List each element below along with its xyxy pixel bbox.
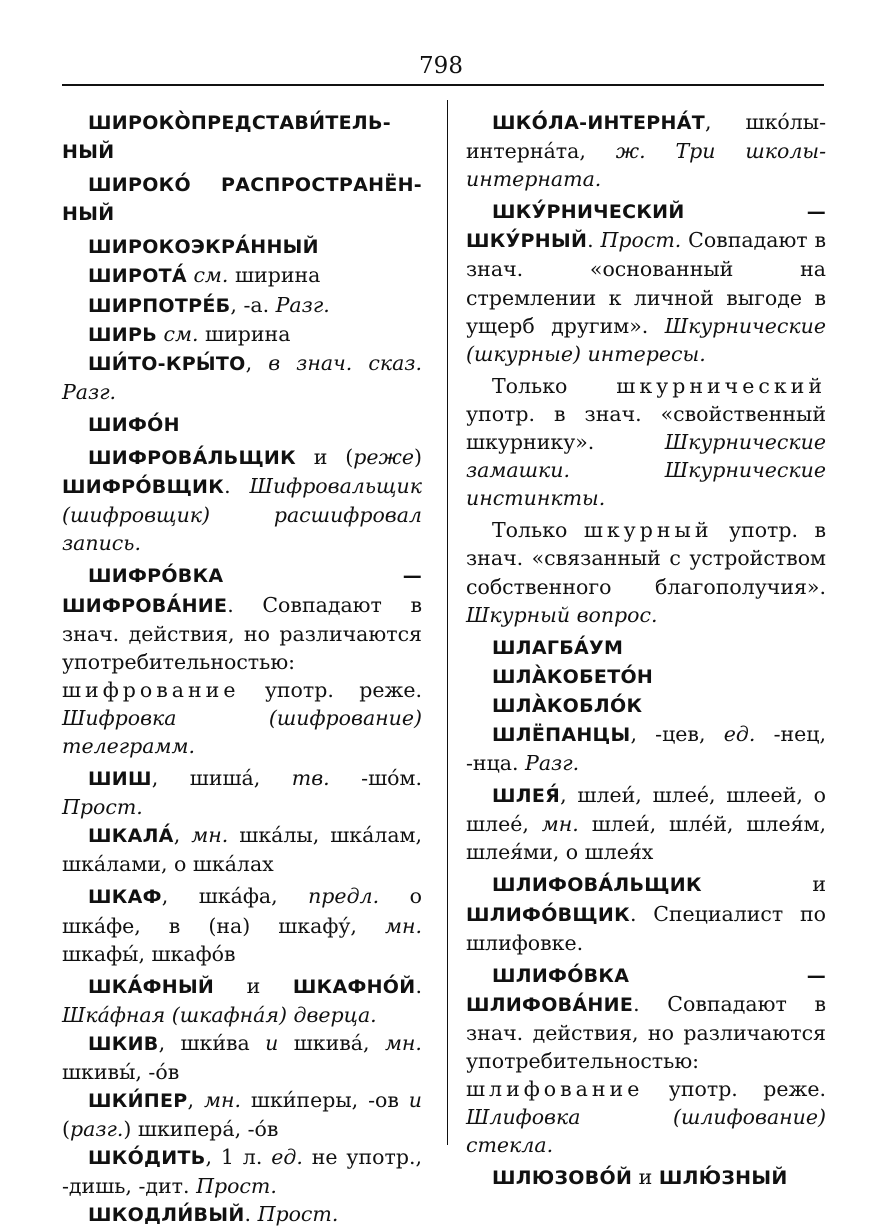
headword: ШЛАГБА́УМ xyxy=(492,636,624,659)
headword: ШЛЮЗОВО́Й xyxy=(492,1167,633,1190)
grammar-note: Прост. xyxy=(196,1174,277,1199)
entry-text: Только xyxy=(492,518,568,543)
dictionary-entry xyxy=(466,1163,826,1192)
entry-text: и xyxy=(638,1165,653,1190)
usage-example: Шифровальщик (шифровщик) расшифровал запись. xyxy=(62,474,422,556)
dictionary-entry xyxy=(62,410,422,439)
entry-text: употр. реже. xyxy=(264,677,422,702)
dictionary-entry xyxy=(62,443,422,557)
dictionary-entry xyxy=(62,349,422,406)
dictionary-entry xyxy=(62,972,422,1029)
entry-text: о шка́фе, в (на) шкафу́, xyxy=(62,884,422,938)
entry-text: , xyxy=(245,350,253,375)
headword: ШИФРО́ВЩИК xyxy=(62,476,225,499)
dictionary-entry xyxy=(62,764,422,821)
entry-text: , шки́ва xyxy=(158,1030,250,1055)
grammar-note: Разг. xyxy=(275,292,330,317)
entry-text: -шо́м. xyxy=(361,766,422,791)
entry-text: . Совпадают в знач. действия, но различаются употребительностью: xyxy=(466,991,826,1073)
headword: ШИРЬ xyxy=(88,323,157,346)
grammar-note: мн. xyxy=(541,812,579,837)
entry-text: , xyxy=(187,1088,195,1113)
entry-text: ) шкипера́, -о́в xyxy=(123,1117,279,1142)
grammar-note: тв. xyxy=(291,766,330,791)
headword: ШИФРОВА́ЛЬЩИК xyxy=(88,447,296,470)
headword: ШКОДЛИ́ВЫЙ xyxy=(88,1204,245,1227)
entry-text: . xyxy=(244,1202,252,1227)
dictionary-entry xyxy=(466,870,826,956)
headword: ШЛЕЯ́ xyxy=(492,785,561,808)
entry-text: -нец, -нца. xyxy=(466,721,826,776)
entry-text: употр. реже. xyxy=(668,1077,826,1102)
dictionary-entry xyxy=(466,372,826,512)
grammar-note: мн. xyxy=(384,1030,422,1055)
entry-text: ширина xyxy=(205,321,291,346)
dictionary-entry xyxy=(466,516,826,628)
entry-text: и ( xyxy=(313,445,354,470)
grammar-note: ед. xyxy=(723,721,756,746)
left-column xyxy=(62,108,422,1230)
entry-text: шка́лы, шка́лам, шка́лами, о шка́лах xyxy=(62,823,422,877)
dictionary-entry xyxy=(466,662,826,691)
entry-text: , шлеи́, шлее́, шлеей, о шлее́, xyxy=(466,783,826,837)
entry-text: , шко́лы-интерна́та, xyxy=(466,110,826,164)
grammar-note: Разг. xyxy=(525,751,580,776)
dictionary-entry xyxy=(62,232,422,261)
headword: ШИРОКО́ РАСПРОСТРАНЁН-НЫЙ xyxy=(62,174,422,226)
dictionary-entry xyxy=(62,821,422,878)
headword: ШЛИФОВА́ЛЬЩИК xyxy=(492,874,702,897)
headword: ШИФО́Н xyxy=(88,413,180,436)
dictionary-entry xyxy=(62,320,422,349)
dictionary-entry xyxy=(466,108,826,193)
dictionary-entry xyxy=(466,633,826,662)
grammar-note: мн. xyxy=(203,1088,241,1113)
grammar-note: и xyxy=(265,1030,279,1055)
spaced-term: шкурнический xyxy=(616,373,826,398)
entry-text: . xyxy=(415,973,422,998)
entry-text: Только xyxy=(492,373,568,398)
headword: ШКАФНО́Й xyxy=(292,975,416,998)
dictionary-entry xyxy=(62,291,422,320)
entry-text: , 1 л. xyxy=(205,1145,263,1170)
entry-text: шлеи́, шле́й, шлея́м, шлея́ми, о шлея́х xyxy=(466,812,826,865)
headword: ШКА́ФНЫЙ xyxy=(88,975,215,998)
grammar-note: Прост. xyxy=(600,228,682,253)
entry-text: , шка́фа, xyxy=(161,884,278,909)
entry-text: , шиша́, xyxy=(151,766,261,791)
column-divider xyxy=(447,100,448,1145)
headword: ШЛА̀КОБЕТО́Н xyxy=(492,665,654,688)
headword: ШКО́ДИТЬ xyxy=(88,1147,206,1170)
headword: ШИШ xyxy=(88,768,152,791)
entry-text: употр. в знач. «связанный с устройством собственного благополучия». xyxy=(466,518,826,599)
usage-example: Шифровка (шифрование) телеграмм. xyxy=(62,705,422,758)
usage-example: Шкурнические замашки. Шкурнические инстинкты. xyxy=(466,430,826,511)
entry-text: шки́перы, -ов xyxy=(250,1088,399,1113)
grammar-note: см. xyxy=(193,263,229,288)
entry-text: ) xyxy=(413,445,422,470)
entry-text: , -а. xyxy=(230,292,270,317)
grammar-note: в знач. сказ. Разг. xyxy=(62,350,422,404)
entry-text: и xyxy=(246,973,261,998)
dictionary-entry xyxy=(466,691,826,720)
entry-text: . xyxy=(587,228,594,253)
headword: ШКАЛА́ xyxy=(88,825,174,848)
headword: ШЛИФО́ВЩИК xyxy=(466,903,630,926)
usage-example: Шкурный вопрос. xyxy=(466,602,658,627)
headword: ШКАФ xyxy=(88,886,162,909)
usage-example: Шкурнические (шкурные) интересы. xyxy=(466,313,826,366)
headword: ШЛИФО́ВКА — ШЛИФОВА́НИЕ xyxy=(466,964,826,1016)
entry-text: употр. в знач. «свойственный шкурнику». xyxy=(466,401,826,455)
headword: ШКИВ xyxy=(88,1032,159,1055)
entry-text: , xyxy=(173,823,181,848)
dictionary-entry xyxy=(62,1086,422,1143)
entry-text: шкивы́, -о́в xyxy=(62,1060,180,1084)
grammar-note: ед. xyxy=(271,1145,303,1170)
dictionary-entry xyxy=(466,197,826,368)
headword: ШИРОКО̀ПРЕДСТАВИ́ТЕЛЬ-НЫЙ xyxy=(62,112,391,164)
entry-text: Совпадают в знач. «основанный на стремлении к личной выгоде в ущерб другим». xyxy=(466,228,826,338)
dictionary-entry xyxy=(62,170,422,228)
entry-text: и xyxy=(812,872,826,897)
grammar-note: разг. xyxy=(70,1117,124,1142)
header-rule xyxy=(62,84,824,86)
usage-example: ж. Три школы-интерната. xyxy=(466,139,826,192)
page-number: 798 xyxy=(419,53,463,79)
headword: ШЛЁПАНЦЫ xyxy=(492,723,631,746)
spaced-term: шлифование xyxy=(466,1077,644,1102)
dictionary-entry xyxy=(466,720,826,777)
headword: ШИРОКОЭКРА́ННЫЙ xyxy=(88,236,319,259)
headword: ШКУ́РНИЧЕСКИЙ — ШКУ́РНЫЙ xyxy=(466,201,826,253)
entry-text: . xyxy=(224,474,231,499)
grammar-note: предл. xyxy=(308,884,380,909)
dictionary-entry xyxy=(62,261,422,290)
spaced-term: шкурный xyxy=(583,518,713,543)
entry-text: не употр., -дишь, -дит. xyxy=(62,1145,422,1199)
entry-text: ( xyxy=(62,1117,70,1142)
entry-text: ширина xyxy=(234,263,321,288)
dictionary-entry xyxy=(62,882,422,967)
headword: ШЛА̀КОБЛО́К xyxy=(492,694,643,717)
headword: ШИРПОТРЕ́Б xyxy=(88,294,231,317)
usage-example: Шлифовка (шлифование) стекла. xyxy=(466,1105,826,1158)
dictionary-entry xyxy=(62,1029,422,1086)
dictionary-entry xyxy=(466,961,826,1160)
grammar-note: мн. xyxy=(191,823,229,848)
usage-example: Шка́фная (шкафна́я) дверца. xyxy=(62,1002,377,1027)
right-column xyxy=(466,108,826,1192)
dictionary-entry xyxy=(466,781,826,866)
headword: ШКИ́ПЕР xyxy=(88,1090,188,1113)
spaced-term: шифрование xyxy=(62,677,240,702)
headword: ШЛЮ́ЗНЫЙ xyxy=(658,1167,788,1190)
grammar-note: Прост. xyxy=(257,1202,339,1227)
entry-text: шкива́, xyxy=(293,1030,370,1055)
entry-text: , -цев, xyxy=(630,721,706,746)
headword: ШИРОТА́ xyxy=(88,265,187,288)
grammar-note: реже xyxy=(353,445,414,470)
headword: ШИ́ТО-КРЫ́ТО xyxy=(88,352,246,375)
grammar-note: мн. xyxy=(384,913,422,938)
entry-text: шкафы́, шкафо́в xyxy=(62,941,236,966)
entry-text: . Совпадают в знач. действия, но различаются употребительностью: xyxy=(62,592,422,674)
headword: ШКО́ЛА-ИНТЕРНА́Т xyxy=(492,112,705,134)
dictionary-entry xyxy=(62,108,422,166)
grammar-note: см. xyxy=(163,321,199,346)
entry-text: . Специалист по шлифовке. xyxy=(466,901,826,955)
grammar-note: Прост. xyxy=(62,795,143,820)
dictionary-entry xyxy=(62,561,422,760)
dictionary-entry xyxy=(62,1200,422,1229)
headword: ШИФРО́ВКА — ШИФРОВА́НИЕ xyxy=(62,565,422,617)
grammar-note: и xyxy=(408,1088,422,1113)
